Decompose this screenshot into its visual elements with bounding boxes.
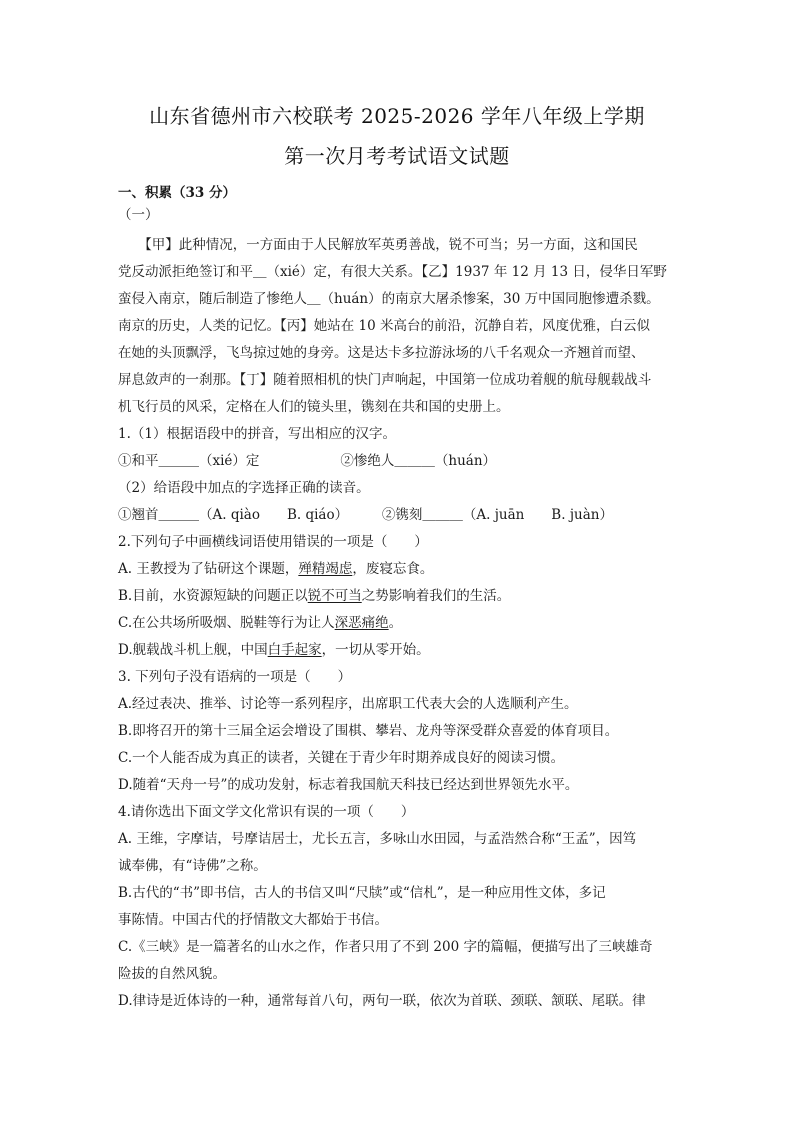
q2-option-d [118,641,678,659]
passage-line: 【甲】此种情况，一方面由于人民解放军英勇善战，锐不可当；另一方面，这和国民 [118,237,638,253]
q4-option-c-cont: 险拔的自然风貌。 [118,966,226,982]
underlined-idiom: 白手起家 [267,642,322,658]
passage-line: 党反动派拒绝签订和平＿（xié）定，有很大关系。【乙】1937 年 12 月 13 日，侵华日军野 [118,264,667,280]
q4-option-b-cont: 事陈情。中国古代的抒情散文大都始于书信。 [118,912,388,928]
passage-line: 屏息敛声的一刹那。【丁】随着照相机的快门声响起，中国第一位成功着舰的航母舰载战斗 [118,372,652,388]
passage-line: 在她的头顶飘浮，飞鸟掠过她的身旁。这是达卡多拉游泳场的八千名观众一齐翘首而望、 [118,345,645,361]
section-heading: 一、积累（33 分） [118,185,236,201]
q4-option-a-cont: 诚奉佛，有“诗佛”之称。 [118,858,267,874]
passage-line: 蛮侵入南京，随后制造了惨绝人＿（huán）的南京大屠杀惨案，30 万中国同胞惨遭杀戮。 [118,291,660,307]
option-text: A. 王教授为了钻研这个课题， [118,561,299,577]
option-text: B.目前，水资源短缺的问题正以 [118,588,308,604]
exam-title-line2: 第一次月考考试语文试题 [284,144,510,168]
option-text: 之势影响着我们的生活。 [361,588,511,604]
exam-title-line1: 山东省德州市六校联考 2025-2026 学年八年级上学期 [149,104,645,128]
q3-option-a: A.经过表决、推举、讨论等一系列程序，出席职工代表大会的人选顺利产生。 [118,696,578,712]
q1-stem: 1.（1）根据语段中的拼音，写出相应的汉字。 [118,426,396,442]
subsection-heading: （一） [118,207,159,223]
q3-option-d: D.随着“天舟一号”的成功发射，标志着我国航天科技已经达到世界领先水平。 [118,777,579,793]
q2-option-a [118,560,678,578]
passage-line: 机飞行员的风采，定格在人们的镜头里，镌刻在共和国的史册上。 [118,399,510,415]
passage-line: 南京的历史，人类的记忆。【丙】她站在 10 米高台的前沿，沉静自若，风度优雅，白云似 [118,318,651,334]
q4-option-b: B.古代的“书”即书信，古人的书信又叫“尺牍”或“信札”，是一种应用性文体，多记 [118,885,606,901]
underlined-idiom: 殚精竭虑 [298,561,353,577]
q1-fill-line: ①和平＿＿＿（xié）定 ②惨绝人＿＿＿（huán） [118,453,497,469]
q2-option-c [118,614,678,632]
q3-stem: 3. 下列句子没有语病的一项是（ ） [118,669,352,685]
underlined-idiom: 锐不可当 [307,588,362,604]
q1-choice-line: ①翘首＿＿＿（A. qiào B. qiáo） ②镌刻＿＿＿（A. juān B. juàn） [118,507,613,523]
q4-option-d: D.律诗是近体诗的一种，通常每首八句，两句一联，依次为首联、颈联、颔联、尾联。律 [118,993,646,1009]
q4-option-c: C.《三峡》是一篇著名的山水之作，作者只用了不到 200 字的篇幅，便描写出了三峡雄奇 [118,939,653,955]
option-text: ，一切从零开始。 [321,642,430,658]
option-text: ，废寝忘食。 [352,561,434,577]
q4-option-a: A. 王维，字摩诘，号摩诘居士，尤长五言，多咏山水田园，与孟浩然合称“王孟”，因笃 [118,831,637,847]
q4-stem: 4.请你选出下面文学文化常识有误的一项（ ） [118,804,415,820]
option-text: 。 [388,615,403,631]
q3-option-b: B.即将召开的第十三届全运会增设了围棋、攀岩、龙舟等深受群众喜爱的体育项目。 [118,723,619,739]
q2-option-b [118,587,678,605]
q1-stem2: （2）给语段中加点的字选择正确的读音。 [118,480,370,496]
option-text: D.舰载战斗机上舰，中国 [118,642,268,658]
q3-option-c: C.一个人能否成为真正的读者，关键在于青少年时期养成良好的阅读习惯。 [118,750,565,766]
underlined-idiom: 深恶痛绝 [334,615,389,631]
q2-stem: 2.下列句子中画横线词语使用错误的一项是（ ） [118,534,428,550]
option-text: C.在公共场所吸烟、脱鞋等行为让人 [118,615,335,631]
